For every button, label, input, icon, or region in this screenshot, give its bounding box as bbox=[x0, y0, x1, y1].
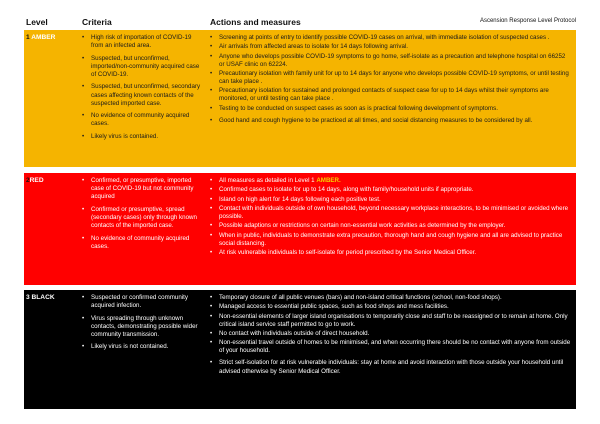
level-label bbox=[26, 34, 55, 41]
list-item: • Strict self-isolation for at risk vulnerable individuals: stay at home and avoid interaction with those outside your household until advised otherwise by Senior Medical Officer. bbox=[210, 359, 572, 375]
protocol-table bbox=[24, 12, 576, 409]
list-item: • Confirmed or presumptive, spread (secondary cases) only through known contacts of the imported case. bbox=[82, 206, 202, 230]
list-item: • No evidence of community acquired cases. bbox=[82, 112, 202, 128]
list-item: • Likely virus is contained. bbox=[82, 133, 202, 141]
level-name: BLACK bbox=[31, 294, 55, 301]
list-item: • Likely virus is not contained. bbox=[82, 343, 202, 351]
level1-reference: All measures as detailed in Level 1 bbox=[219, 177, 317, 184]
list-item: • Anyone who develops possible COVID-19 symptoms to go home, self-isolate as a precaution and telephone hospital on 66252 or USAF clinic on 62224. bbox=[210, 53, 572, 69]
level-number: 2 bbox=[26, 177, 30, 184]
list-item: • Confirmed cases to isolate for up to 14 days, along with family/household units if appropriate. bbox=[210, 186, 572, 194]
list-item: • Suspected or confirmed community acquired infection. bbox=[82, 294, 202, 310]
actions-cell bbox=[210, 177, 572, 258]
list-item: • Precautionary isolation with family unit for up to 14 days for anyone who develops possible COVID-19 symptoms, or until testing can take place . bbox=[210, 70, 572, 86]
list-item: • Managed access to essential public spaces, such as food shops and mess facilities. bbox=[210, 303, 572, 311]
list-item: • When in public, individuals to demonstrate extra precaution, thorough hand and cough hygiene and all are advised to practice social distancing. bbox=[210, 232, 572, 248]
list-item: • Island on high alert for 14 days following each positive test. bbox=[210, 196, 572, 204]
list-item: • No contact with individuals outside of direct household. bbox=[210, 330, 572, 338]
list-item: • Confirmed, or presumptive, imported case of COVID-19 but not community acquired bbox=[82, 177, 202, 201]
protocol-title: Ascension Response Level Protocol bbox=[479, 18, 576, 24]
level-row-red bbox=[24, 173, 576, 285]
list-item: • At risk vulnerable individuals to self-isolate for period prescribed by the Senior Medical Officer. bbox=[210, 249, 572, 257]
level-name: AMBER bbox=[31, 34, 56, 41]
list-item: • Suspected, but unconfirmed, secondary cases affecting known contacts of the suspected imported case. bbox=[82, 83, 202, 107]
list-item bbox=[210, 177, 572, 185]
table-header bbox=[24, 12, 576, 30]
criteria-cell bbox=[82, 294, 202, 356]
list-item: • Good hand and cough hygiene to be practiced at all times, and social distancing measures to be considered by all. bbox=[210, 117, 572, 125]
list-item: • Air arrivals from affected areas to isolate for 14 days following arrival. bbox=[210, 43, 572, 51]
criteria-heading: Criteria bbox=[82, 17, 112, 27]
list-item: • Non-essential elements of larger island organisations to temporarily close and staff to be reassigned or to remain at home. Only critical island service staff permitted to go to work. bbox=[210, 313, 572, 329]
level-name: RED bbox=[29, 177, 44, 184]
level-label bbox=[26, 294, 55, 301]
level-row-black bbox=[24, 290, 576, 409]
level-number: 3 bbox=[26, 294, 30, 301]
list-item: • Virus spreading through unknown contacts, demonstrating possible wider community transmission. bbox=[82, 315, 202, 339]
actions-cell bbox=[210, 34, 572, 126]
list-item: • Non-essential travel outside of homes to be minimised, and when occurring there should be no contact with anyone from outside of your household. bbox=[210, 339, 572, 355]
actions-cell bbox=[210, 294, 572, 377]
list-item: • Precautionary isolation for sustained and prolonged contacts of suspect case for up to 14 days whilst their symptoms are monitored, or until testing can take place . bbox=[210, 87, 572, 103]
list-item: • Testing to be conducted on suspect cases as soon as is practical following development of symptoms. bbox=[210, 105, 572, 113]
criteria-cell bbox=[82, 34, 202, 146]
level-row-amber bbox=[24, 30, 576, 167]
list-item: • Possible adaptions or restrictions on certain non-essential work activities as determined by the employer. bbox=[210, 222, 572, 230]
list-item: • Contact with individuals outside of own household, beyond necessary workplace interactions, to be minimised or avoided where possible. bbox=[210, 205, 572, 221]
criteria-cell bbox=[82, 177, 202, 255]
list-item: • High risk of importation of COVID-19 from an infected area. bbox=[82, 34, 202, 50]
list-item: • No evidence of community acquired cases. bbox=[82, 235, 202, 251]
level-number: 1 bbox=[26, 34, 30, 41]
actions-heading: Actions and measures bbox=[210, 17, 301, 27]
list-item: • Temporary closure of all public venues (bars) and non-island critical functions (school, non-food shops). bbox=[210, 294, 572, 302]
list-item: • Screening at points of entry to identify possible COVID-19 cases on arrival, with immediate isolation of suspected cases . bbox=[210, 34, 572, 42]
level-label bbox=[26, 177, 44, 184]
level-heading: Level bbox=[26, 17, 48, 27]
amber-highlight: AMBER. bbox=[316, 177, 341, 184]
list-item: • Suspected, but unconfirmed, imported/non-community acquired case of COVID-19. bbox=[82, 55, 202, 79]
